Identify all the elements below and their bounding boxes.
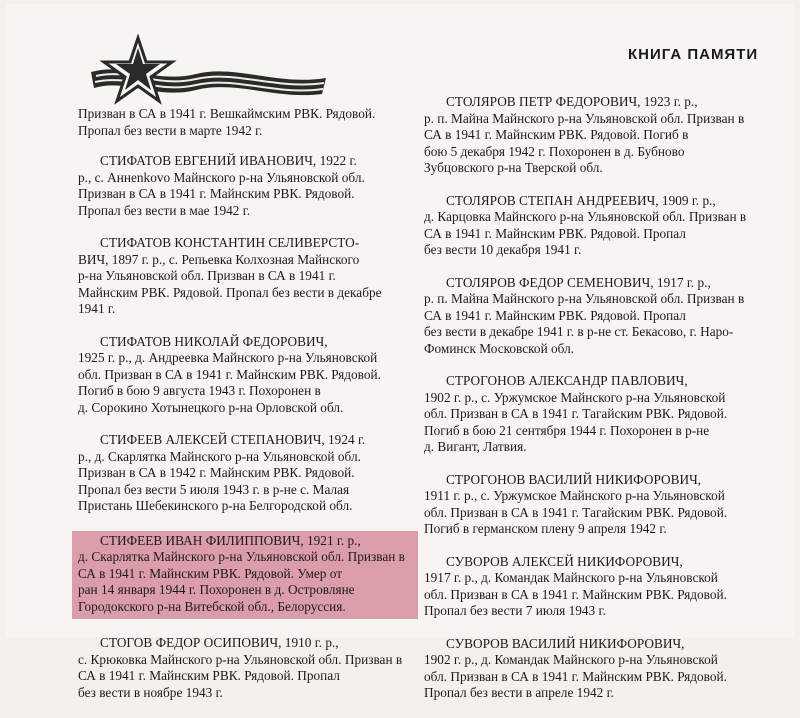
- entry-line: обл. Призван в СА в 1941 г. Тагайским РВК. Рядовой.: [424, 504, 728, 520]
- entry-heading: СТОЛЯРОВ ПЕТР ФЕДОРОВИЧ, 1923 г. р.,: [446, 94, 698, 109]
- entry-line: д. Сорокино Хотынецкого р-на Орловской обл.: [78, 399, 344, 415]
- entry-line: Майнским РВК. Рядовой. Пропал без вести в декабре: [78, 284, 382, 300]
- entry-line: р., с. Аннenkovo Майнского р-на Ульяновской обл.: [78, 169, 365, 185]
- entry-line: Зубцовского р-на Тверской обл.: [424, 160, 603, 175]
- entry-line: Городокского р-на Витебской обл., Белоруссия.: [78, 598, 346, 614]
- entry-heading: СТИФАТОВ КОНСТАНТИН СЕЛИВЕРСТО-: [100, 235, 360, 250]
- entry-line: Пропал без вести 7 июля 1943 г.: [424, 603, 606, 618]
- entry-heading: СТРОГОНОВ ВАСИЛИЙ НИКИФОРОВИЧ,: [446, 471, 702, 487]
- entry-heading: СУВОРОВ АЛЕКСЕЙ НИКИФОРОВИЧ,: [446, 553, 683, 569]
- entry-heading: СТОЛЯРОВ СТЕПАН АНДРЕЕВИЧ, 1909 г. р.,: [446, 192, 716, 208]
- memorial-entry: [78, 334, 418, 417]
- entry-heading: СТИФАТОВ НИКОЛАЙ ФЕДОРОВИЧ,: [100, 333, 328, 349]
- memorial-entry: [78, 635, 418, 701]
- entry-heading: СТОГОВ ФЕДОР ОСИПОВИЧ, 1910 г. р.,: [100, 635, 339, 650]
- memorial-entry: [424, 275, 764, 358]
- entry-line: Фоминск Московской обл.: [424, 340, 575, 356]
- entry-line: Погиб в германском плену 9 апреля 1942 г.: [424, 521, 667, 536]
- memorial-entry: [424, 554, 764, 620]
- entry-line: обл. Призван в СА в 1941 г. Майнским РВК. Рядовой.: [424, 668, 727, 684]
- memorial-entry: [78, 432, 418, 515]
- entry-line: обл. Призван в СА в 1941 г. Майнским РВК. Рядовой.: [424, 586, 727, 602]
- entry-line: д. Карцовка Майнского р-на Ульяновской обл. Призван в СА в 1941 г. Майнским РВК. Рядовой. Пропал: [424, 209, 747, 241]
- entry-line: бою 5 декабря 1942 г. Похоронен в д. Бубново: [424, 143, 685, 159]
- entry-line: д. Вигант, Латвия.: [424, 439, 527, 454]
- entry-heading: СТОЛЯРОВ ФЕДОР СЕМЕНОВИЧ, 1917 г. р.,: [446, 274, 711, 290]
- entry-line: 1902 г. р., с. Уржумское Майнского р-на Ульяновской: [424, 389, 726, 405]
- entry-line: обл. Призван в СА в 1941 г. Майнским РВК. Рядовой.: [78, 366, 381, 382]
- entry-line: Пропал без вести в марте 1942 г.: [78, 122, 263, 138]
- memorial-entry: [424, 94, 764, 177]
- entry-heading: СТРОГОНОВ АЛЕКСАНДР ПАВЛОВИЧ,: [446, 373, 688, 388]
- entry-line: ВИЧ, 1897 г. р., с. Репьевка Колхозная Майнского: [78, 251, 360, 267]
- memorial-entry: [78, 153, 418, 219]
- entry-line: 1925 г. р., д. Андреевка Майнского р-на Ульяновской: [78, 350, 378, 365]
- entry-line: р., д. Скарлятка Майнского р-на Ульяновской обл.: [78, 448, 361, 464]
- highlighted-memorial-entry: [72, 531, 418, 620]
- entry-line: без вести в ноябре 1943 г.: [78, 684, 223, 700]
- entry-line: Погиб в бою 9 августа 1943 г. Похоронен в: [78, 383, 321, 398]
- entry-line: д. Скарлятка Майнского р-на Ульяновской обл. Призван в СА в 1941 г. Майнским РВК. Рядовой. Умер от: [78, 549, 405, 581]
- entry-line: Призван в СА в 1941 г. Майнским РВК. Рядовой.: [78, 186, 355, 201]
- entry-line: Погиб в бою 21 сентября 1944 г. Похоронен в р-не: [424, 422, 710, 438]
- entry-line: 1911 г. р., с. Уржумское Майнского р-на Ульяновской: [424, 488, 725, 503]
- entry-line: Пристань Шебекинского р-на Белгородской обл.: [78, 498, 353, 513]
- entry-heading: СТИФАТОВ ЕВГЕНИЙ ИВАНОВИЧ, 1922 г.: [100, 153, 357, 168]
- memorial-entry: [424, 193, 764, 259]
- entry-heading: СУВОРОВ ВАСИЛИЙ НИКИФОРОВИЧ,: [446, 635, 685, 651]
- entry-line: р. п. Майна Майнского р-на Ульяновской обл. Призван в СА в 1941 г. Майнским РВК. Рядовой. Пропал: [424, 291, 745, 323]
- continued-entry: [78, 106, 418, 139]
- entry-line: Пропал без вести 5 июля 1943 г. в р-не с. Малая: [78, 481, 350, 497]
- entry-line: без вести в декабре 1941 г. в р-не ст. Бекасово, г. Наро-: [424, 324, 734, 339]
- memorial-entry: [78, 235, 418, 318]
- entry-line: Призван в СА в 1942 г. Майнским РВК. Рядовой.: [78, 465, 355, 480]
- memorial-entry: [424, 472, 764, 538]
- memorial-entry: [424, 636, 764, 702]
- entry-line: с. Крюковка Майнского р-на Ульяновской обл. Призван в СА в 1941 г. Майнским РВК. Рядовой. Пропал: [78, 651, 403, 683]
- entry-line: без вести 10 декабря 1941 г.: [424, 242, 582, 257]
- memorial-entry: [424, 373, 764, 456]
- entry-line: р-на Ульяновской обл. Призван в СА в 1941 г.: [78, 268, 336, 283]
- entry-line: Пропал без вести в мае 1942 г.: [78, 202, 251, 218]
- entry-line: 1902 г. р., д. Командак Майнского р-на Ульяновской: [424, 652, 718, 667]
- entry-line: Призван в СА в 1941 г. Вешкаймским РВК. Рядовой.: [78, 106, 376, 121]
- entry-heading: СТИФЕЕВ ИВАН ФИЛИППОВИЧ, 1921 г. р.,: [100, 532, 361, 548]
- entry-heading: СТИФЕЕВ АЛЕКСЕЙ СТЕПАНОВИЧ, 1924 г.: [100, 432, 366, 447]
- entry-line: ран 14 января 1944 г. Похоронен в д. Островляне: [78, 582, 355, 597]
- entry-line: р. п. Майна Майнского р-на Ульяновской обл. Призван в СА в 1941 г. Майнским РВК. Рядовой. Погиб в: [424, 110, 745, 142]
- entry-line: Пропал без вести в апреле 1942 г.: [424, 685, 614, 700]
- entry-line: 1941 г.: [78, 301, 116, 316]
- star-ribbon-emblem-icon: [86, 34, 386, 114]
- book-title: КНИГА ПАМЯТИ: [628, 46, 759, 63]
- entry-line: обл. Призван в СА в 1941 г. Тагайским РВК. Рядовой.: [424, 406, 728, 421]
- left-column: [78, 106, 418, 717]
- right-column: [424, 94, 764, 718]
- entry-line: 1917 г. р., д. Командак Майнского р-на Ульяновской: [424, 570, 718, 585]
